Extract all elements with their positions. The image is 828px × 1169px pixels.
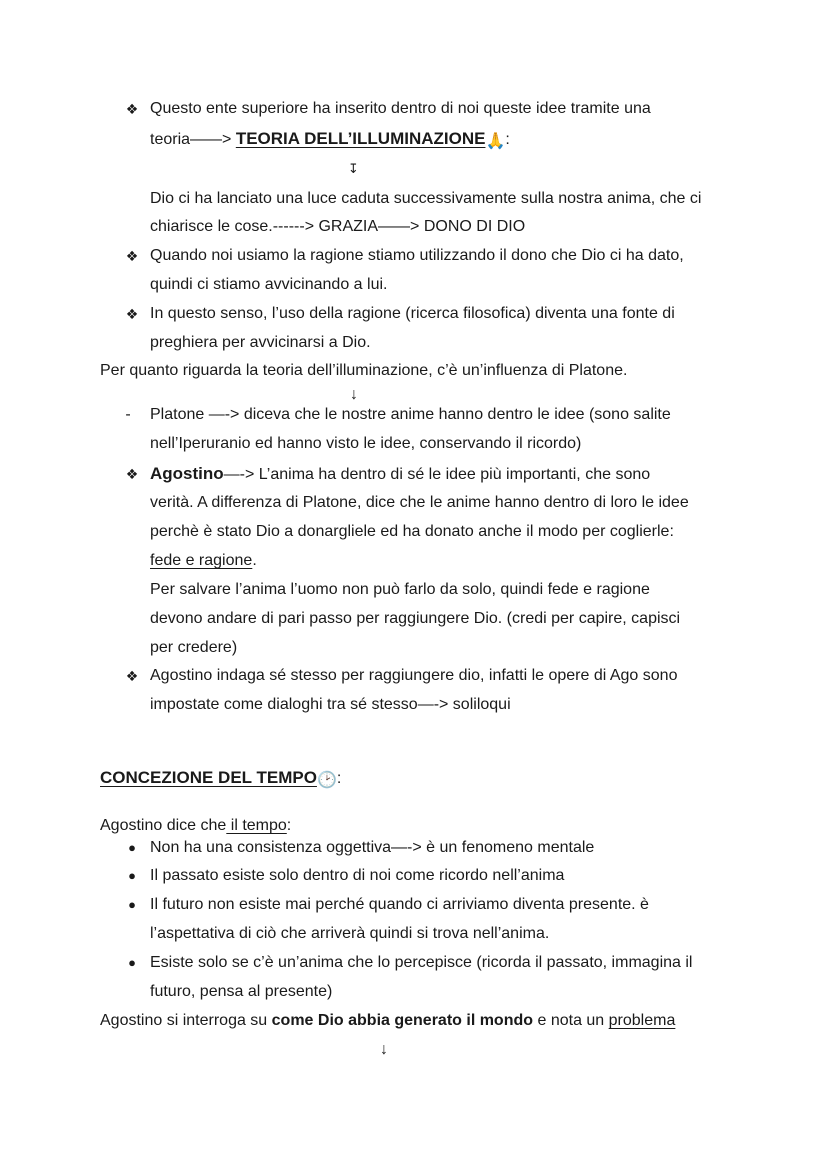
faith-reason-underlined: fede e ragione [150,552,253,569]
agostino-line-5: Per salvare l’anima l’uomo non può farlo da solo, quindi fede e ragione [150,581,650,598]
platone-line-1: Platone —-> diceva che le nostre anime hanno dentro le idee (sono salite [150,406,671,423]
bullet-2-line-2: quindi ci stiamo avvicinando a lui. [150,276,388,293]
time-item-1: Non ha una consistenza oggettiva—-> è un fenomeno mentale [150,839,595,856]
time-item-4-line-2: futuro, pensa al presente) [150,983,333,1000]
diamond-bullet-icon: ❖ [125,668,139,684]
dot-bullet-icon: ● [128,897,136,912]
bullet-1-line-2: teoria——> TEORIA DELL’ILLUMINAZIONE🙏: [150,129,510,150]
small-down-arrow-icon: ↧ [348,161,359,176]
dot-bullet-icon: ● [128,955,136,970]
time-item-3-line-2: l’aspettativa di ciò che arriverà quindi si trova nell’anima. [150,925,550,942]
bullet-2-line-1: Quando noi usiamo la ragione stiamo utilizzando il dono che Dio ci ha dato, [150,247,684,264]
time-concept-title: CONCEZIONE DEL TEMPO [100,768,317,787]
clock-icon: 🕑 [316,772,337,789]
section-heading: CONCEZIONE DEL TEMPO🕑: [100,768,342,789]
bullet-5-line-2: impostate come dialoghi tra sé stesso—-> soliloqui [150,696,511,713]
dot-bullet-icon: ● [128,840,136,855]
time-item-2: Il passato esiste solo dentro di noi come ricordo nell’anima [150,867,565,884]
platone-intro: Per quanto riguarda la teoria dell’illuminazione, c’è un’influenza di Platone. [100,362,628,379]
agostino-line-4: fede e ragione. [150,552,257,569]
illumination-theory-title: TEORIA DELL’ILLUMINAZIONE [235,129,486,148]
problem-underlined: problema [608,1012,676,1029]
time-intro: Agostino dice che il tempo: [100,817,292,834]
diamond-bullet-icon: ❖ [125,248,139,264]
agostino-line-7: per credere) [150,639,238,656]
grace-line-2: chiarisce le cose.------> GRAZIA——> DONO DI DIO [150,218,526,235]
bullet-5-line-1: Agostino indaga sé stesso per raggiungere dio, infatti le opere di Ago sono [150,667,678,684]
diamond-bullet-icon: ❖ [125,101,139,117]
bullet-3-line-1: In questo senso, l’uso della ragione (ricerca filosofica) diventa una fonte di [150,305,675,322]
agostino-line-3: perchè è stato Dio a donargliele ed ha donato anche il modo per coglierle: [150,523,674,540]
agostino-name: Agostino [150,464,224,483]
agostino-line-1: Agostino—-> L’anima ha dentro di sé le idee più importanti, che sono [150,464,651,483]
grace-line-1: Dio ci ha lanciato una luce caduta successivamente sulla nostra anima, che ci [150,190,702,207]
diamond-bullet-icon: ❖ [125,306,139,322]
closing-line: Agostino si interroga su come Dio abbia generato il mondo e nota un problema [100,1012,676,1029]
time-underlined: il tempo [226,817,287,834]
time-item-4-line-1: Esiste solo se c’è un’anima che lo percepisce (ricorda il passato, immagina il [150,954,693,971]
bullet-1-line-1: Questo ente superiore ha inserito dentro di noi queste idee tramite una [150,100,651,117]
down-arrow-icon: ↓ [350,386,358,403]
platone-line-2: nell’Iperuranio ed hanno visto le idee, conservando il ricordo) [150,435,582,452]
agostino-line-2: verità. A differenza di Platone, dice che le anime hanno dentro di loro le idee [150,494,689,511]
bottom-down-arrow-icon: ↓ [380,1041,388,1058]
bullet-3-line-2: preghiera per avvicinarsi a Dio. [150,334,371,351]
diamond-bullet-icon: ❖ [125,466,139,482]
agostino-line-6: devono andare di pari passo per raggiungere Dio. (credi per capire, capisci [150,610,681,627]
time-item-3-line-1: Il futuro non esiste mai perché quando ci arriviamo diventa presente. è [150,896,649,913]
dash-bullet: - [125,406,131,423]
praying-hands-icon: 🙏 [485,133,506,150]
dot-bullet-icon: ● [128,868,136,883]
closing-bold: come Dio abbia generato il mondo [271,1012,534,1029]
